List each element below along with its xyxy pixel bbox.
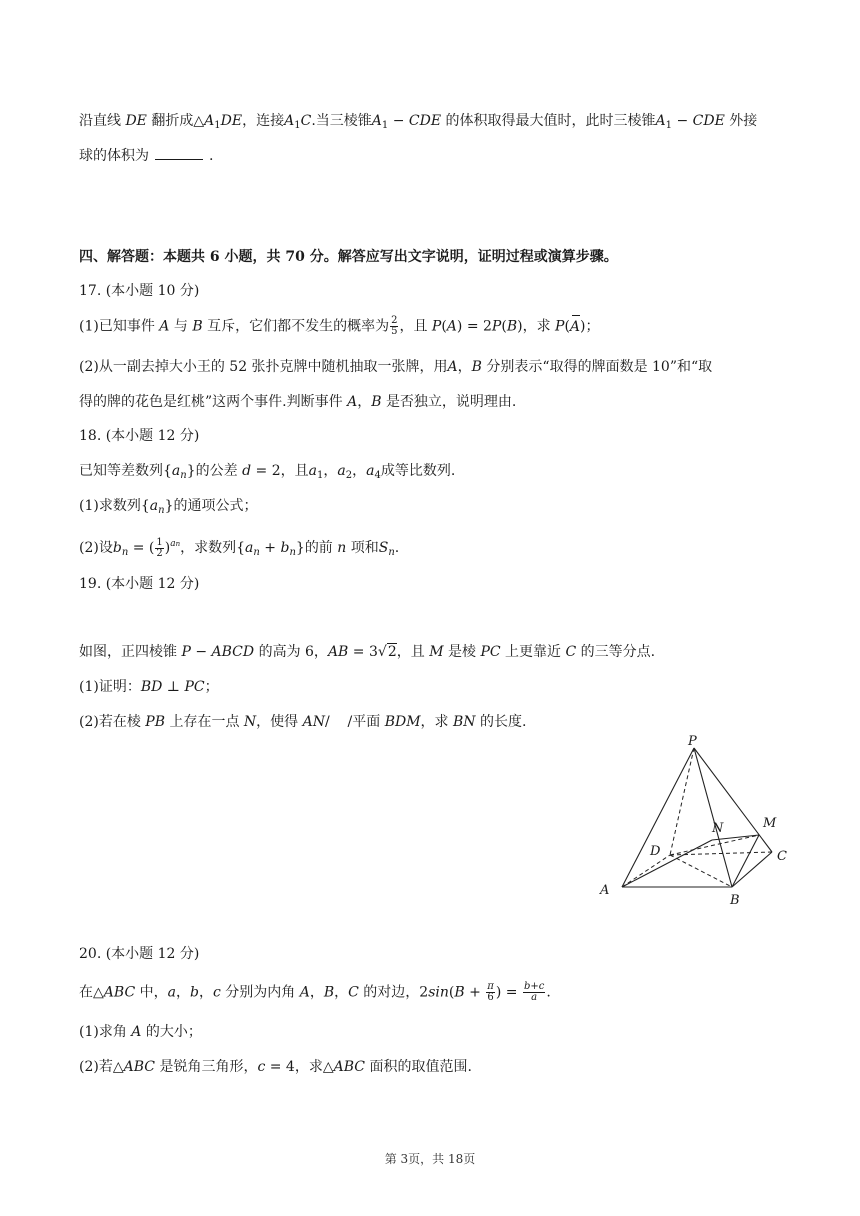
label-C: C — [777, 849, 787, 864]
q19-part2: (2)若在棱 PB 上存在一点 N，使得 AN/ /平面 BDM，求 BN 的长度. — [79, 714, 527, 730]
q19-part1: (1)证明：BD ⊥ PC； — [79, 679, 219, 695]
q18-title: 18. (本小题 12 分) — [79, 428, 200, 444]
q19-intro: 如图，正四棱锥 P − ABCD 的高为 6，AB = 3√2，且 M 是棱 PC 上更靠近 C 的三等分点. — [79, 644, 656, 660]
fraction-b-plus-c-over-a: $\frac{b+c}{a}$ — [523, 981, 545, 1003]
fraction-one-half: $\frac{1}{2}$ — [156, 536, 163, 559]
q17-title: 17. (本小题 10 分) — [79, 283, 200, 299]
label-P: P — [688, 734, 697, 749]
q20-part1: (1)求角 A 的大小； — [79, 1024, 202, 1040]
fraction-pi-sixth: $\frac{\pi}{6}$ — [487, 981, 494, 1003]
edge-PB — [694, 748, 732, 887]
segment-DB — [670, 855, 732, 887]
label-B: B — [730, 893, 740, 908]
edge-AD — [622, 855, 670, 887]
answer-blank[interactable] — [155, 147, 203, 160]
pyramid-figure — [596, 732, 806, 914]
label-N: N — [712, 821, 724, 836]
fill-problem-line-2: 球的体积为 . — [79, 148, 214, 164]
q17-part1: (1)已知事件 A 与 B 互斥，它们都不发生的概率为 $\frac{2}{5}$ ，且 P(A) = 2P(B)，求 P(A)； — [79, 315, 600, 337]
label-A: A — [600, 883, 610, 898]
fraction-two-fifths: $\frac{2}{5}$ — [391, 315, 398, 337]
q20-part2: (2)若△ABC 是锐角三角形，c = 4，求△ABC 面积的取值范围. — [79, 1059, 472, 1075]
q17-part2-line2: 得的牌的花色是红桃”这两个事件.判断事件 A，B 是否独立，说明理由. — [79, 394, 517, 410]
edge-PD — [670, 748, 694, 855]
q20-title: 20. (本小题 12 分) — [79, 946, 200, 962]
label-M: M — [763, 816, 777, 831]
segment-BM — [732, 835, 759, 887]
q19-title: 19. (本小题 12 分) — [79, 576, 200, 592]
edge-BC — [732, 852, 772, 887]
q17-part2-line1: (2)从一副去掉大小王的 52 张扑克牌中随机抽取一张牌，用A，B 分别表示“取得的牌面数是 10”和“取 — [79, 359, 713, 375]
label-D: D — [650, 844, 661, 859]
segment-AN — [622, 840, 712, 887]
q20-intro: 在△ABC 中，a，b，c 分别为内角 A，B，C 的对边，2sin(B + $\frac{\pi}{6}$ ) = $\frac{b+c}{a}$ . — [79, 981, 551, 1003]
edge-PA — [622, 748, 694, 887]
q18-part2: (2)设$b_n$ = ( $\frac{1}{2}$ )$^{an}$，求数列$\{a_n + b_n\}$的前 n 项和$S_n$. — [79, 536, 400, 559]
section-heading: 四、解答题：本题共 6 小题，共 70 分。解答应写出文字说明，证明过程或演算步骤。 — [79, 249, 618, 265]
fill-problem-line-1: 沿直线 DE 翻折成$\triangle A_1DE$，连接$A_1C$.当三棱锥$A_1$ − CDE 的体积取得最大值时，此时三棱锥$A_1$ − CDE 外接 — [79, 113, 758, 131]
page-footer: 第 3页，共 18页 — [384, 1152, 476, 1166]
q18-part1: (1)求数列$\{a_n\}$的通项公式； — [79, 498, 258, 516]
segment-DM — [670, 835, 759, 855]
edge-PC — [694, 748, 772, 852]
q18-intro: 已知等差数列$\{a_n\}$的公差 d = 2，且$a_1$，$a_2$，$a_4$成等比数列. — [79, 463, 456, 481]
